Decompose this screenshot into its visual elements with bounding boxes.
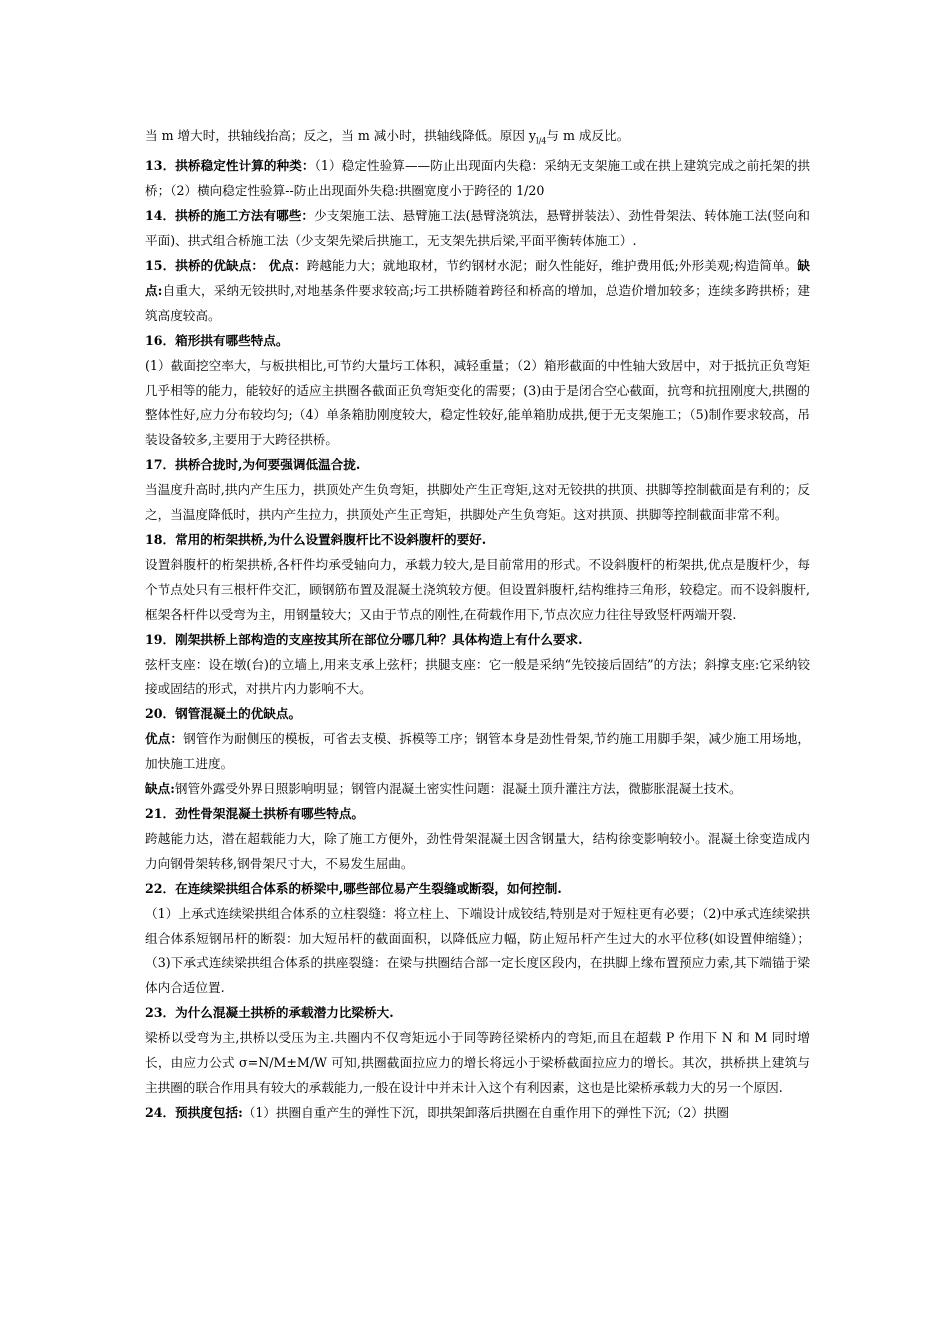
q15-heading: 15．拱桥的优缺点： bbox=[145, 258, 265, 274]
q20-advantages-paragraph bbox=[145, 727, 810, 777]
intro-text: 当 m 增大时，拱轴线抬高；反之，当 m 减小时，拱轴线降低。原因 y bbox=[145, 128, 537, 143]
q18-heading: 18．常用的桁架拱桥,为什么设置斜腹杆比不设斜腹杆的要好. bbox=[145, 532, 487, 548]
q15-advantages: 跨越能力大；就地取材，节约钢材水泥；耐久性能好，维护费用低;外形美观;构造简单。 bbox=[306, 258, 798, 274]
q15-advantages-label: 优点： bbox=[264, 258, 307, 274]
q20-disadvantages-label: 缺点: bbox=[145, 781, 175, 797]
q18-body: 设置斜腹杆的桁架拱桥,各杆件均承受轴向力，承载力较大,是目前常用的形式。不设斜腹杆的桁架拱,优点是腹杆少，每个节点处只有三根杆件交汇，顾钢筋布置及混凝土浇筑较方便。但设置斜腹杆,结构维持三角形，较稳定。而不设斜腹杆,框架各杆件以受弯为主，用钢量较大；又由于节点的刚性,在荷载作用下,节点次应力往往导致竖杆两端开裂. bbox=[145, 556, 810, 622]
q13-heading: 13．拱桥稳定性计算的种类： bbox=[145, 158, 315, 174]
q15-paragraph bbox=[145, 254, 810, 329]
q19-body: 弦杆支座：设在墩(台)的立墙上,用来支承上弦杆；拱腿支座：它一般是采纳“先铰接后固结”的方法；斜撑支座:它采纳铰接或固结的形式，对拱片内力影响不大。 bbox=[145, 656, 810, 697]
q15-disadvantages-label: 缺点: bbox=[145, 258, 810, 298]
q19-heading: 19．刚架拱桥上部构造的支座按其所在部位分哪几种？具体构造上有什么要求. bbox=[145, 631, 583, 647]
intro-paragraph bbox=[145, 124, 810, 154]
q22-body: （1）上承式连续梁拱组合体系的立柱裂缝：将立柱上、下端设计成铰结,特别是对于短柱更有必要；（2)中承式连续梁拱组合体系短钢吊杆的断裂：加大短吊杆的截面面积，以降低应力幅，防止短吊杆产生过大的水平位移(如设置伸缩缝）；（3)下承式连续梁拱组合体系的拱座裂缝：在梁与拱圈结合部一定长度区段内，在拱脚上缘布置预应力索,其下端锚于梁体内合适位置. bbox=[145, 905, 810, 996]
intro-text-end: 与 m 成反比。 bbox=[546, 128, 630, 143]
q21-heading: 21．劲性骨架混凝土拱桥有哪些特点。 bbox=[145, 805, 365, 821]
q22-heading: 22．在连续梁拱组合体系的桥梁中,哪些部位易产生裂缝或断裂，如何控制. bbox=[145, 880, 562, 896]
intro-subscript: l/4 bbox=[536, 136, 547, 146]
q20-disadvantages: 钢管外露受外界日照影响明显；钢管内混凝土密实性问题：混凝土顶升灌注方法，微膨胀混凝土技术。 bbox=[174, 781, 742, 797]
q24-heading: 24．预拱度包括: bbox=[145, 1104, 243, 1120]
q16-heading: 16．箱形拱有哪些特点。 bbox=[145, 332, 289, 348]
q15-disadvantages: 自重大，采纳无铰拱时,对地基条件要求较高;圬工拱桥随着跨径和桥高的增加，总造价增加较多；连续多跨拱桥；建筑高度较高。 bbox=[145, 282, 810, 323]
q17-heading: 17．拱桥合拢时,为何要强调低温合拢. bbox=[145, 457, 361, 473]
q13-body: （1）稳定性验算——防止出现面内失稳：采纳无支架施工或在拱上建筑完成之前托架的拱桥；（2）横向稳定性验算--防止出现面外失稳:拱圈宽度小于跨径的 1/20 bbox=[145, 158, 811, 199]
q16-body: (1）截面挖空率大，与板拱相比,可节约大量圬工体积，减轻重量；（2）箱形截面的中性轴大致居中，对于抵抗正负弯矩几乎相等的能力，能较好的适应主拱圈各截面正负弯矩变化的需要；(3)由于是闭合空心截面，抗弯和抗扭刚度大,拱圈的整体性好,应力分布较均匀;（4）单条箱肋刚度较大，稳定性较好,能单箱肋成拱,便于无支架施工；（5)制作要求较高，吊装设备较多,主要用于大跨径拱桥。 bbox=[145, 357, 810, 448]
q23-heading: 23．为什么混凝土拱桥的承载潜力比梁桥大. bbox=[145, 1005, 394, 1021]
q20-advantages: 钢管作为耐侧压的模板，可省去支模、拆模等工序；钢管本身是劲性骨架,节约施工用脚手架，减少施工用场地，加快施工进度。 bbox=[145, 731, 810, 772]
q20-heading: 20．钢管混凝土的优缺点。 bbox=[145, 706, 302, 722]
q13-paragraph bbox=[145, 154, 810, 204]
q20-advantages-label: 优点： bbox=[145, 731, 184, 747]
q24-paragraph bbox=[145, 1101, 810, 1126]
q14-heading: 14．拱桥的施工方法有哪些： bbox=[145, 208, 315, 224]
q17-body: 当温度升高时,拱内产生压力，拱顶处产生负弯矩，拱脚处产生正弯矩,这对无铰拱的拱顶、拱脚等控制截面是有利的；反之，当温度降低时，拱内产生拉力，拱顶处产生正弯矩，拱脚处产生负弯矩。这对拱顶、拱脚等控制截面非常不利。 bbox=[145, 482, 810, 523]
document-page bbox=[145, 124, 810, 1126]
q20-disadvantages-paragraph bbox=[145, 777, 810, 802]
q14-body: 少支架施工法、悬臂施工法(悬臂浇筑法，悬臂拼装法）、劲性骨架法、转体施工法(竖向和平面)、拱式组合桥施工法（少支架先梁后拱施工，无支架先拱后梁,平面平衡转体施工）. bbox=[145, 208, 810, 249]
q23-body: 梁桥以受弯为主,拱桥以受压为主.共圈内不仅弯矩远小于同等跨径梁桥内的弯矩,而且在超载 P 作用下 N 和 M 同时增长，由应力公式 σ=N/M±M/W 可知,拱圈截面拉应力的增长将远小于梁桥截面拉应力的增长。其次，拱桥拱上建筑与主拱圈的联合作用具有较大的承载能力,一般在设计中并未计入这个有利因素，这也是比梁桥承载力大的另一个原因. bbox=[145, 1030, 810, 1095]
q24-body: （1）拱圈自重产生的弹性下沉，即拱架卸落后拱圈在自重作用下的弹性下沉;（2）拱圈 bbox=[242, 1104, 729, 1120]
q21-body: 跨越能力达，潜在超载能力大，除了施工方便外，劲性骨架混凝土因含钢量大，结构徐变影响较小。混凝土徐变造成内力向钢骨架转移,钢骨架尺寸大，不易发生屈曲。 bbox=[145, 830, 810, 871]
q14-paragraph bbox=[145, 204, 810, 254]
